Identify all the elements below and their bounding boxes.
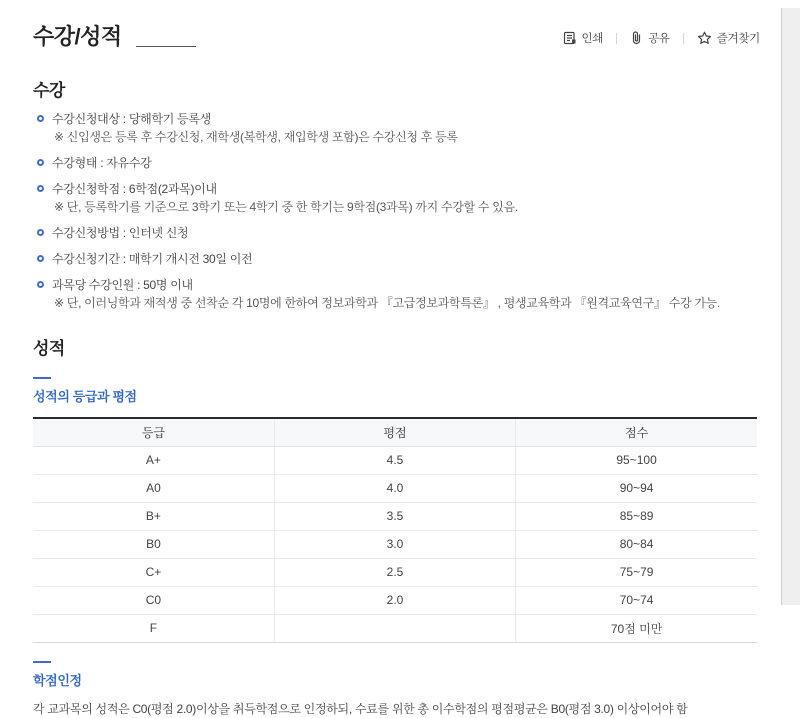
cell-gpa: 4.5 — [274, 446, 515, 474]
list-item — [33, 277, 762, 312]
col-header-grade: 등급 — [33, 418, 274, 446]
page-header — [33, 20, 762, 62]
cell-grade: A0 — [33, 474, 274, 502]
print-label: 인쇄 — [581, 33, 604, 45]
cell-score: 80~84 — [516, 530, 757, 558]
table-row — [33, 614, 757, 642]
hero-image-bottom-edge — [0, 0, 800, 8]
grade-table — [33, 417, 757, 643]
star-icon — [697, 31, 712, 45]
bullet-note: ※ 단, 이러닝학과 재적생 중 선착순 각 10명에 한하여 정보과학과 『고급정보과학특론』 , 평생교육학과 『원격교육연구』 수강 가능. — [54, 296, 720, 310]
title-underline-decoration — [136, 46, 196, 47]
bullet-icon — [37, 281, 44, 288]
share-button[interactable] — [628, 30, 672, 46]
bullet-text: 수강신청학점 : 6학점(2과목)이내 — [52, 182, 217, 196]
list-item — [33, 155, 762, 172]
favorite-label: 즐겨찾기 — [716, 33, 760, 45]
sugang-bullet-list — [33, 111, 762, 312]
cell-score: 90~94 — [516, 474, 757, 502]
bullet-icon — [37, 159, 44, 166]
cell-score: 70점 미만 — [516, 614, 757, 642]
bullet-icon — [37, 185, 44, 192]
cell-gpa: 3.0 — [274, 530, 515, 558]
cell-gpa: 2.5 — [274, 558, 515, 586]
bullet-note: ※ 신입생은 등록 후 수강신청, 재학생(복학생, 재입학생 포함)은 수강신청 후 등록 — [54, 130, 458, 144]
scrollbar[interactable] — [781, 8, 800, 605]
bullet-text: 수강신청대상 : 당해학기 등록생 — [52, 112, 211, 126]
favorite-button[interactable] — [695, 30, 762, 46]
cell-grade: C+ — [33, 558, 274, 586]
credit-title: 학점인정 — [33, 672, 82, 688]
list-item — [33, 251, 762, 268]
bullet-icon — [37, 255, 44, 262]
credit-body-text: 각 교과목의 성적은 C0(평점 2.0)이상을 취득학점으로 인정하되, 수료를 위한 총 이수학점의 평점평균은 B0(평점 3.0) 이상이어야 함 — [33, 701, 688, 716]
print-button[interactable] — [561, 30, 606, 46]
share-icon — [630, 31, 643, 45]
print-icon — [563, 31, 577, 45]
cell-grade: A+ — [33, 446, 274, 474]
cell-score: 85~89 — [516, 502, 757, 530]
table-row — [33, 558, 757, 586]
col-header-score: 점수 — [516, 418, 757, 446]
subsection-grade-table — [33, 377, 762, 405]
list-item — [33, 181, 762, 216]
grade-section-title: 성적 — [33, 339, 65, 358]
action-divider — [616, 33, 617, 44]
list-item — [33, 225, 762, 242]
table-row — [33, 446, 757, 474]
cell-score: 70~74 — [516, 586, 757, 614]
list-item — [33, 111, 762, 146]
bullet-text: 수강형태 : 자유수강 — [52, 156, 152, 170]
share-label: 공유 — [648, 33, 670, 45]
cell-score: 75~79 — [516, 558, 757, 586]
cell-gpa: 2.0 — [274, 586, 515, 614]
table-row — [33, 530, 757, 558]
page-actions — [561, 30, 763, 46]
subsection-dash — [33, 377, 51, 379]
table-header-row — [33, 418, 757, 446]
action-divider — [683, 33, 684, 44]
bullet-note: ※ 단, 등록학기를 기준으로 3학기 또는 4학기 중 한 학기는 9학점(3과목) 까지 수강할 수 있음. — [54, 200, 518, 214]
subsection-credit — [33, 661, 762, 718]
table-row — [33, 586, 757, 614]
title-wrap — [33, 20, 196, 51]
subsection-dash — [33, 661, 51, 663]
cell-gpa: 4.0 — [274, 474, 515, 502]
bullet-text: 수강신청방법 : 인터넷 신청 — [52, 226, 189, 240]
bullet-icon — [37, 115, 44, 122]
page-title: 수강/성적 — [33, 24, 122, 49]
bullet-icon — [37, 229, 44, 236]
grade-table-title: 성적의 등급과 평점 — [33, 389, 137, 404]
bullet-text: 수강신청기간 : 매학기 개시전 30일 이전 — [52, 252, 253, 266]
cell-score: 95~100 — [516, 446, 757, 474]
bullet-text: 과목당 수강인원 : 50명 이내 — [52, 278, 193, 292]
cell-grade: B+ — [33, 502, 274, 530]
table-row — [33, 474, 757, 502]
table-row — [33, 502, 757, 530]
cell-grade: B0 — [33, 530, 274, 558]
col-header-gpa: 평점 — [274, 418, 515, 446]
cell-grade: F — [33, 614, 274, 642]
sugang-section-title: 수강 — [33, 81, 65, 100]
section-grade — [33, 334, 762, 718]
page-content — [0, 8, 781, 716]
cell-grade: C0 — [33, 586, 274, 614]
cell-gpa: 3.5 — [274, 502, 515, 530]
section-sugang — [33, 76, 762, 312]
cell-gpa — [274, 614, 515, 642]
